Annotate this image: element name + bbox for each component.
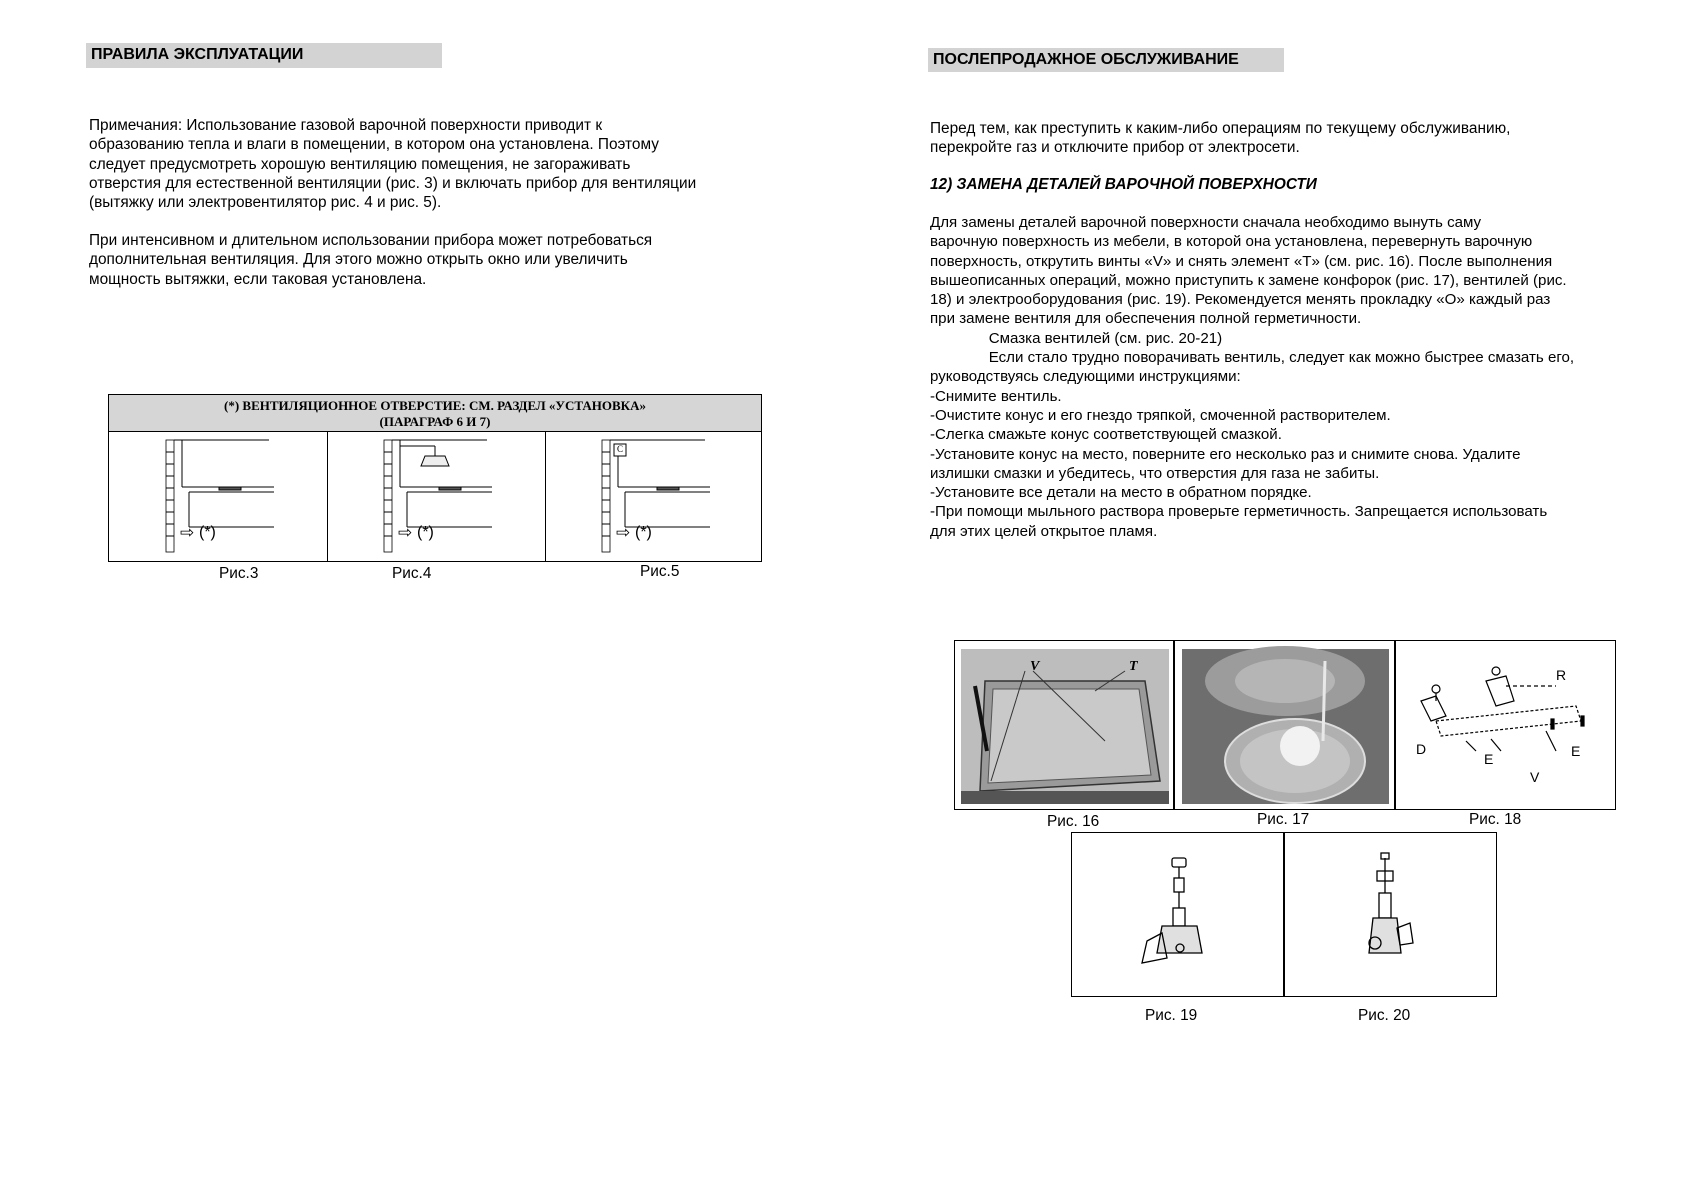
- element-t-label: T: [1129, 659, 1138, 674]
- ventilation-table-header-line1: (*) ВЕНТИЛЯЦИОННОЕ ОТВЕРСТИЕ: СМ. РАЗДЕЛ «УСТАНОВКА»: [224, 398, 646, 413]
- ventilation-table-header-line2: (ПАРАГРАФ 6 И 7): [379, 414, 491, 429]
- hob-underside-photo: [955, 641, 1175, 811]
- maintenance-instructions: Для замены деталей варочной поверхности сначала необходимо вынуть саму варочную поверхность из мебели, в которой она установлена, перевернуть варочную поверхность, открутить винты «V» и снять элемент «T» (см. рис. 16). После выполнения вышеописанных операций, можно приступить к замене конфорок (рис. 17), вентилей (рис. 18) и электрооборудования (рис. 19). Рекомендуется менять прокладку «О» каждый раз при замене вентиля для обеспечения полной герметичности. Смазка вентилей (см. рис. 20-21) Если стало трудно поворачивать вентиль, следует как можно быстрее смазать его, руководствуясь следующими инструкциями: -Снимите вентиль. -Очистите конус и его гнездо тряпкой, смоченной растворителем. -Слегка смажьте конус соответствующей смазкой. -Установите конус на место, поверните его несколько раз и снимите снова. Удалите излишки смазки и убедитесь, что отверстия для газа не забиты. -Установите все детали на место в обратном порядке. -При помощи мыльного раствора проверьте герметичность. Запрещается использовать для этих целей открытое пламя.: [930, 214, 1575, 540]
- label-v: V: [1530, 769, 1540, 785]
- section-header-usage-rules: ПРАВИЛА ЭКСПЛУАТАЦИИ: [86, 43, 442, 68]
- figure-18-caption: Рис. 18: [1469, 811, 1522, 828]
- figure-16-photo: [954, 640, 1174, 810]
- ventilation-note-paragraph: Примечания: Использование газовой варочной поверхности приводит к образованию тепла и влаги в помещении, в котором она установлена. Поэтому следует предусмотреть хорошую вентиляцию помещения, не загораживать отверстия для естественной вентиляции (рис. 3) и включать прибор для вентиляции (вытяжку или электровентилятор рис. 4 и рис. 5).: [89, 117, 697, 212]
- figure-20-caption: Рис. 20: [1358, 1007, 1411, 1024]
- gas-valves-exploded-drawing: [1396, 641, 1617, 811]
- label-r: R: [1556, 667, 1567, 683]
- figure-17-caption: Рис. 17: [1257, 811, 1310, 828]
- figure-5-cell: [545, 432, 763, 561]
- replacement-subheading: 12) ЗАМЕНА ДЕТАЛЕЙ ВАРОЧНОЙ ПОВЕРХНОСТИ: [930, 176, 1317, 193]
- figure-5-caption: Рис.5: [640, 563, 680, 580]
- valve-lubrication-drawing: [1072, 833, 1285, 998]
- figure-4-cell: [327, 432, 545, 561]
- label-e: E: [1484, 751, 1494, 767]
- vent-opening-label: (*): [635, 524, 652, 541]
- fan-label: C: [617, 444, 624, 454]
- label-e: E: [1571, 743, 1581, 759]
- vent-arrow-icon: ⇨: [616, 523, 631, 542]
- section-header-after-sales: ПОСЛЕПРОДАЖНОЕ ОБСЛУЖИВАНИЕ: [928, 48, 1284, 72]
- figure-19-caption: Рис. 19: [1145, 1007, 1198, 1024]
- figure-18-drawing: [1395, 640, 1616, 810]
- figure-3-cell: [109, 432, 327, 561]
- intensive-use-paragraph: При интенсивном и длительном использовании прибора может потребоваться дополнительная вентиляция. Для этого можно открыть окно или увеличить мощность вытяжки, если таковая установлена.: [89, 232, 653, 288]
- valve-assembled-drawing: [1285, 833, 1498, 998]
- figure-16-caption: Рис. 16: [1047, 813, 1100, 830]
- intro-paragraph: Перед тем, как преступить к каким-либо операциям по текущему обслуживанию, перекройте газ и отключите прибор от электросети.: [930, 120, 1511, 157]
- kitchen-wall-diagram: [109, 432, 327, 562]
- burner-replacement-photo: [1175, 641, 1396, 811]
- figure-4-caption: Рис.4: [392, 565, 432, 582]
- ventilation-table: [108, 394, 762, 562]
- vent-opening-label: (*): [417, 524, 434, 541]
- ventilation-table-header: [109, 395, 761, 432]
- vent-arrow-icon: ⇨: [180, 523, 195, 542]
- figure-19-drawing: [1071, 832, 1284, 997]
- screw-v-label: V: [1030, 659, 1040, 674]
- vent-arrow-icon: ⇨: [398, 523, 413, 542]
- figure-3-caption: Рис.3: [219, 565, 259, 582]
- figure-20-drawing: [1284, 832, 1497, 997]
- figure-17-photo: [1174, 640, 1395, 810]
- vent-opening-label: (*): [199, 524, 216, 541]
- kitchen-fan-diagram: [545, 432, 763, 562]
- kitchen-hood-diagram: [327, 432, 545, 562]
- label-d: D: [1416, 741, 1427, 757]
- right-page: [842, 0, 1684, 1190]
